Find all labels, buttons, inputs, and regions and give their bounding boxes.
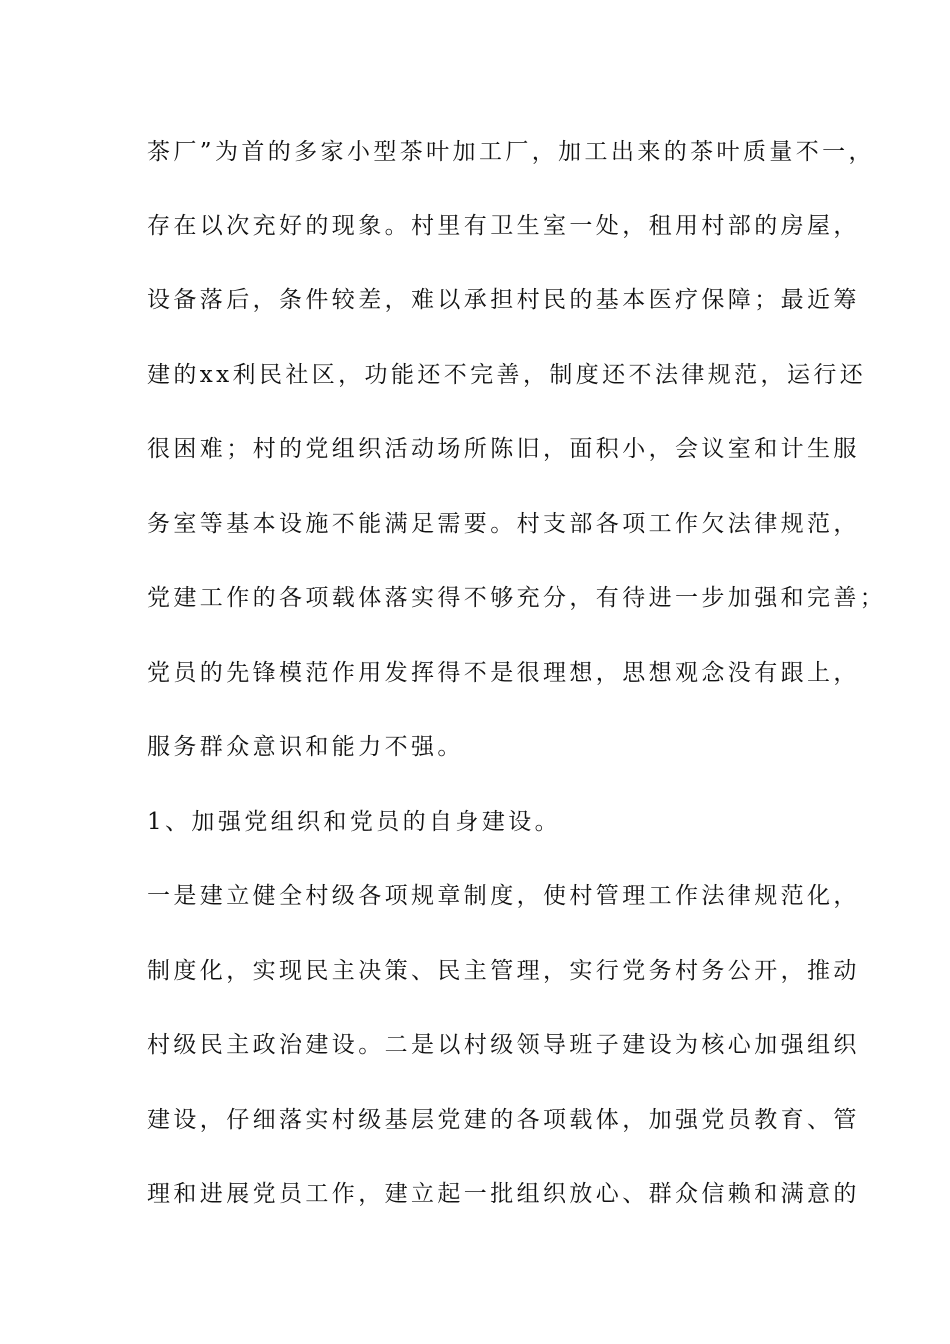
text-line: 党员的先锋模范作用发挥得不是很理想，思想观念没有跟上， <box>147 660 860 686</box>
text-line: 建的xx利民社区，功能还不完善，制度还不法律规范，运行还 <box>147 362 867 388</box>
text-line: 服务群众意识和能力不强。 <box>147 734 464 760</box>
text-line: 理和进展党员工作，建立起一批组织放心、群众信赖和满意的 <box>147 1181 860 1207</box>
section-heading: 1、加强党组织和党员的自身建设。 <box>147 809 562 835</box>
text-line: 制度化，实现民主决策、民主管理，实行党务村务公开，推动 <box>147 958 860 984</box>
text-line: 建设，仔细落实村级基层党建的各项载体，加强党员教育、管 <box>147 1107 860 1133</box>
text-line: 茶厂”为首的多家小型茶叶加工厂，加工出来的茶叶质量不一， <box>147 139 875 165</box>
text-line: 很困难；村的党组织活动场所陈旧，面积小，会议室和计生服 <box>147 436 860 462</box>
text-line: 设备落后，条件较差，难以承担村民的基本医疗保障；最近筹 <box>147 287 860 313</box>
text-line: 一是建立健全村级各项规章制度，使村管理工作法律规范化， <box>147 883 860 909</box>
text-line: 村级民主政治建设。二是以村级领导班子建设为核心加强组织 <box>147 1032 860 1058</box>
text-line: 务室等基本设施不能满足需要。村支部各项工作欠法律规范， <box>147 511 860 537</box>
text-line: 党建工作的各项载体落实得不够充分，有待进一步加强和完善； <box>147 585 887 611</box>
text-line: 存在以次充好的现象。村里有卫生室一处，租用村部的房屋， <box>147 213 860 239</box>
